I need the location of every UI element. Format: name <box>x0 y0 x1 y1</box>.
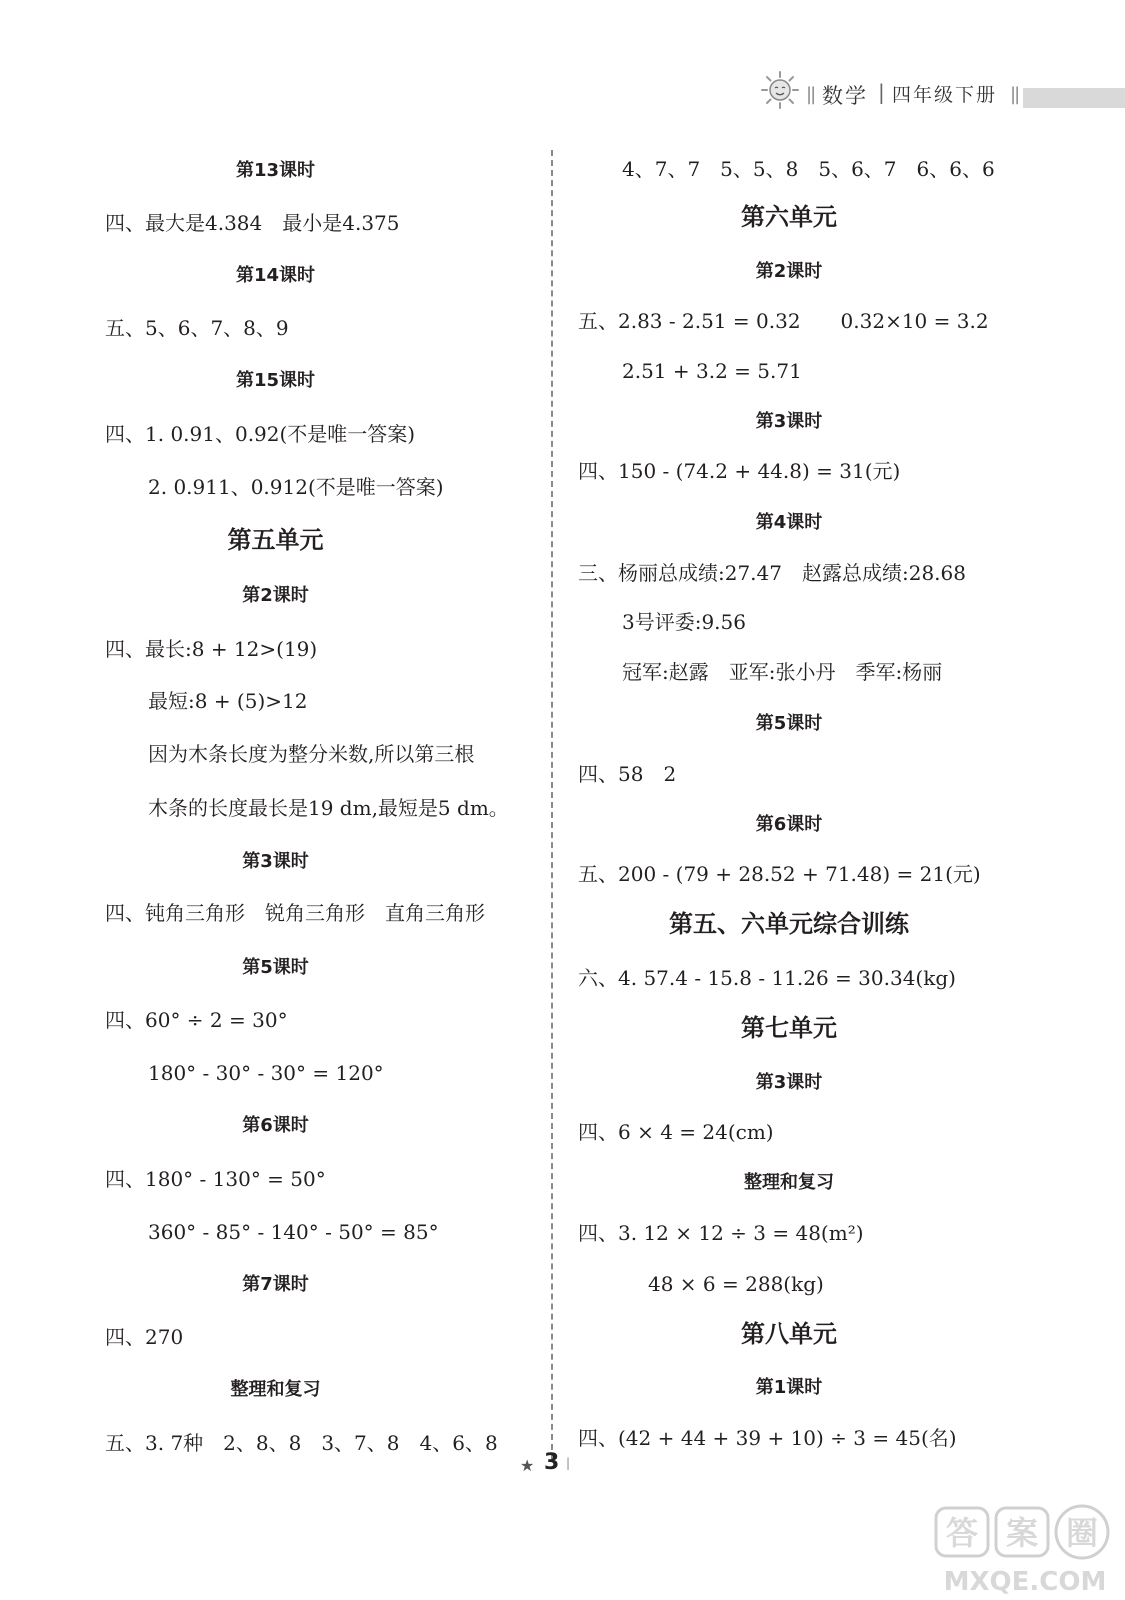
smiling-sun-icon <box>760 70 800 110</box>
answer-line: 六、4. 57.4 - 15.8 - 11.26 = 30.34(kg) <box>578 966 956 990</box>
answer-line: 四、(42 + 44 + 39 + 10) ÷ 3 = 45(名) <box>578 1426 957 1450</box>
answer-line: 四、钝角三角形 锐角三角形 直角三角形 <box>105 901 485 925</box>
unit-heading: 第七单元 <box>741 1014 837 1042</box>
lesson-heading: 第2课时 <box>242 585 309 606</box>
lesson-heading: 第3课时 <box>755 411 823 432</box>
lesson-heading: 第1课时 <box>755 1377 823 1398</box>
answer-line: 四、最大是4.384 最小是4.375 <box>105 211 400 235</box>
answer-line: 360° - 85° - 140° - 50° = 85° <box>148 1220 439 1244</box>
answer-line: 四、60° ÷ 2 = 30° <box>105 1008 288 1032</box>
answer-line: 四、6 × 4 = 24(cm) <box>578 1120 774 1144</box>
answer-line: 48 × 6 = 288(kg) <box>648 1272 824 1296</box>
svg-text:圈: 圈 <box>1065 1514 1099 1552</box>
svg-text:答: 答 <box>945 1514 979 1552</box>
lesson-heading: 第4课时 <box>755 512 823 533</box>
lesson-heading: 第2课时 <box>755 261 823 282</box>
unit-heading: 第六单元 <box>741 203 837 231</box>
lesson-heading: 第5课时 <box>242 957 309 978</box>
lesson-heading: 第13课时 <box>235 160 316 181</box>
answer-line: 三、杨丽总成绩:27.47 赵露总成绩:28.68 <box>578 561 966 585</box>
answer-line: 2. 0.911、0.912(不是唯一答案) <box>148 475 444 499</box>
lesson-heading: 第6课时 <box>755 814 823 835</box>
answer-line: 冠军:赵露 亚军:张小丹 季军:杨丽 <box>622 660 943 684</box>
lesson-heading: 第7课时 <box>242 1274 309 1295</box>
header-decor-bars: || <box>806 84 815 105</box>
answer-line: 五、200 - (79 + 28.52 + 71.48) = 21(元) <box>578 862 981 886</box>
page-footer <box>520 1452 600 1482</box>
lesson-heading: 第6课时 <box>242 1115 309 1136</box>
answer-line: 四、270 <box>105 1325 184 1349</box>
lesson-heading: 第3课时 <box>242 851 309 872</box>
answer-line: 四、180° - 130° = 50° <box>105 1167 326 1191</box>
answer-line: 因为木条长度为整分米数,所以第三根 <box>148 742 475 766</box>
answer-line: 五、3. 7种 2、8、8 3、7、8 4、6、8 <box>105 1431 498 1455</box>
answer-line: 五、2.83 - 2.51 = 0.32 0.32×10 = 3.2 <box>578 309 989 333</box>
star-icon: ★ <box>520 1456 535 1475</box>
svg-text:案: 案 <box>1005 1514 1039 1552</box>
answer-line: 3号评委:9.56 <box>622 610 746 634</box>
header-gray-bar <box>1023 88 1125 108</box>
answer-line: 2.51 + 3.2 = 5.71 <box>622 359 802 383</box>
lesson-heading: 第14课时 <box>235 265 316 286</box>
answer-line: 最短:8 + (5)>12 <box>148 689 308 713</box>
lesson-heading: 整理和复习 <box>744 1172 834 1193</box>
lesson-heading: 第3课时 <box>755 1072 823 1093</box>
answer-line: 4、7、7 5、5、8 5、6、7 6、6、6 <box>622 157 995 181</box>
answer-line: 四、150 - (74.2 + 44.8) = 31(元) <box>578 459 901 483</box>
answer-line: 四、最长:8 + 12>(19) <box>105 637 318 661</box>
unit-heading: 第八单元 <box>741 1320 837 1348</box>
lesson-heading: 第15课时 <box>235 370 316 391</box>
watermark-logo <box>930 1500 1120 1600</box>
watermark-url: MXQE.COM <box>943 1567 1107 1597</box>
page-header <box>760 70 1125 120</box>
answer-line: 四、1. 0.91、0.92(不是唯一答案) <box>105 422 416 446</box>
header-decor-bars-right: || <box>1010 84 1019 105</box>
header-separator: | <box>878 80 885 104</box>
page-tick-mark: | <box>566 1456 571 1470</box>
page-number: 3 <box>544 1450 560 1475</box>
answer-line: 木条的长度最长是19 dm,最短是5 dm。 <box>148 796 509 820</box>
answer-line: 四、58 2 <box>578 762 677 786</box>
answer-line: 180° - 30° - 30° = 120° <box>148 1061 384 1085</box>
unit-heading: 第五、六单元综合训练 <box>669 910 909 938</box>
lesson-heading: 整理和复习 <box>230 1379 321 1400</box>
answer-line: 四、3. 12 × 12 ÷ 3 = 48(m²) <box>578 1221 864 1245</box>
column-divider <box>551 150 553 1460</box>
lesson-heading: 第5课时 <box>755 713 823 734</box>
unit-heading: 第五单元 <box>227 526 324 554</box>
header-subject: 数学 <box>822 84 868 108</box>
header-grade: 四年级下册 <box>892 84 998 106</box>
answer-line: 五、5、6、7、8、9 <box>105 316 289 340</box>
